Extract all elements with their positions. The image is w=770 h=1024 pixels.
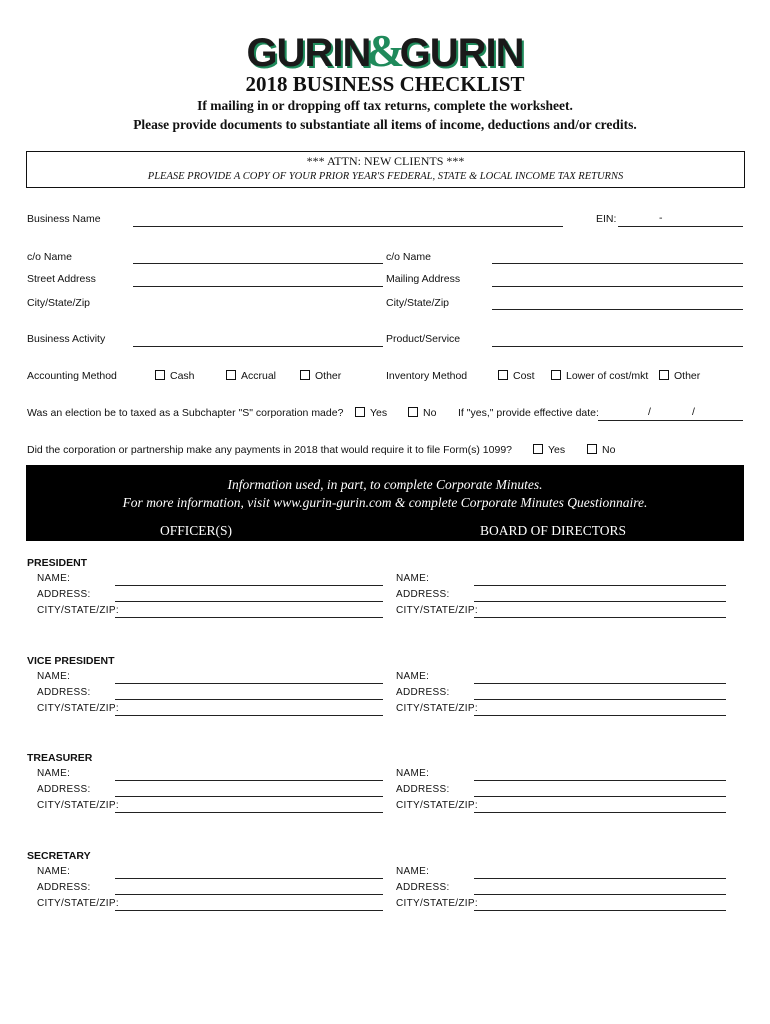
secretary-director-city-field[interactable]: [474, 910, 726, 911]
subtitle-2: Please provide documents to substantiate all items of income, deductions and/or credits.: [133, 117, 637, 132]
product-service-label: Product/Service: [386, 333, 461, 345]
president-officer-city-field[interactable]: [115, 617, 383, 618]
logo-right: GURIN: [399, 31, 524, 75]
inventory-method-label: Inventory Method: [386, 370, 468, 382]
president-director-city-field[interactable]: [474, 617, 726, 618]
secretary-director-name-field[interactable]: [474, 878, 726, 879]
date-slash-2: /: [692, 406, 695, 418]
election-yes-checkbox[interactable]: [355, 407, 365, 417]
acc-cash-option[interactable]: Cash: [155, 370, 195, 382]
secretary-officer-address-field[interactable]: [115, 894, 383, 895]
form1099-yes-option[interactable]: Yes: [533, 444, 565, 456]
inv-cost-option[interactable]: Cost: [498, 370, 535, 382]
secretary-director-name-label: NAME:: [396, 866, 430, 877]
date-slash-1: /: [648, 406, 651, 418]
president-officer-name-field[interactable]: [115, 585, 383, 586]
president-officer-name-label: NAME:: [37, 573, 71, 584]
other-checkbox[interactable]: [300, 370, 310, 380]
cash-checkbox[interactable]: [155, 370, 165, 380]
vice-president-director-name-field[interactable]: [474, 683, 726, 684]
president-officer-city-label: CITY/STATE/ZIP:: [37, 605, 119, 616]
vice-president-officer-name-field[interactable]: [115, 683, 383, 684]
form-1099-question: Did the corporation or partnership make any payments in 2018 that would require it to file Form(s) 1099?: [27, 444, 512, 456]
vice-president-officer-address-field[interactable]: [115, 699, 383, 700]
ein-separator: -: [659, 212, 663, 224]
form-title: 2018 BUSINESS CHECKLIST: [245, 72, 525, 96]
officer-role-vice-president: VICE PRESIDENT: [27, 655, 115, 667]
lower-checkbox[interactable]: [551, 370, 561, 380]
banner-line-1: Information used, in part, to complete Corporate Minutes.: [227, 477, 543, 492]
business-activity-label: Business Activity: [27, 333, 106, 345]
notice-title: *** ATTN: NEW CLIENTS ***: [306, 154, 465, 168]
subtitle-1: If mailing in or dropping off tax returns, complete the worksheet.: [197, 98, 573, 113]
secretary-director-city-label: CITY/STATE/ZIP:: [396, 898, 478, 909]
president-director-name-field[interactable]: [474, 585, 726, 586]
treasurer-director-address-field[interactable]: [474, 796, 726, 797]
accrual-checkbox[interactable]: [226, 370, 236, 380]
president-director-city-label: CITY/STATE/ZIP:: [396, 605, 478, 616]
co-name-label-left: c/o Name: [27, 251, 72, 263]
secretary-officer-address-label: ADDRESS:: [37, 882, 91, 893]
mailing-address-field[interactable]: [492, 286, 743, 287]
president-director-address-field[interactable]: [474, 601, 726, 602]
vice-president-director-city-label: CITY/STATE/ZIP:: [396, 703, 478, 714]
secretary-officer-name-label: NAME:: [37, 866, 71, 877]
co-name-label-right: c/o Name: [386, 251, 431, 263]
president-director-address-label: ADDRESS:: [396, 589, 450, 600]
election-no-option[interactable]: No: [408, 407, 436, 419]
street-address-field[interactable]: [133, 286, 383, 287]
treasurer-officer-address-field[interactable]: [115, 796, 383, 797]
officer-role-president: PRESIDENT: [27, 557, 88, 569]
city-label-right: City/State/Zip: [386, 297, 450, 309]
city-field-right[interactable]: [492, 309, 743, 310]
treasurer-officer-name-field[interactable]: [115, 780, 383, 781]
ein-field[interactable]: [618, 226, 743, 227]
mailing-address-label: Mailing Address: [386, 273, 461, 285]
election-no-checkbox[interactable]: [408, 407, 418, 417]
board-heading: BOARD OF DIRECTORS: [480, 523, 627, 538]
corporate-minutes-banner: [26, 465, 744, 541]
vice-president-director-address-label: ADDRESS:: [396, 687, 450, 698]
effective-date-label: If "yes," provide effective date:: [458, 407, 599, 419]
treasurer-director-city-label: CITY/STATE/ZIP:: [396, 800, 478, 811]
acc-accrual-option[interactable]: Accrual: [226, 370, 276, 382]
co-name-field-left[interactable]: [133, 263, 383, 264]
vice-president-officer-address-label: ADDRESS:: [37, 687, 91, 698]
treasurer-officer-address-label: ADDRESS:: [37, 784, 91, 795]
logo-ampersand: &: [366, 25, 404, 76]
inv-lower-option[interactable]: Lower of cost/mkt: [551, 370, 648, 382]
form1099-no-option[interactable]: No: [587, 444, 615, 456]
president-officer-address-field[interactable]: [115, 601, 383, 602]
business-name-field[interactable]: [133, 226, 563, 227]
vice-president-officer-city-field[interactable]: [115, 715, 383, 716]
logo: [0, 24, 770, 77]
notice-text: PLEASE PROVIDE A COPY OF YOUR PRIOR YEAR'S FEDERAL, STATE & LOCAL INCOME TAX RETURNS: [147, 171, 624, 182]
election-question: Was an election be to taxed as a Subchapter "S" corporation made?: [27, 407, 344, 419]
secretary-officer-city-field[interactable]: [115, 910, 383, 911]
officer-role-treasurer: TREASURER: [27, 752, 93, 764]
cost-checkbox[interactable]: [498, 370, 508, 380]
acc-other-option[interactable]: Other: [300, 370, 341, 382]
treasurer-director-name-field[interactable]: [474, 780, 726, 781]
secretary-director-address-label: ADDRESS:: [396, 882, 450, 893]
street-address-label: Street Address: [27, 273, 96, 285]
officer-role-secretary: SECRETARY: [27, 850, 91, 862]
ein-label: EIN:: [596, 213, 617, 225]
treasurer-director-name-label: NAME:: [396, 768, 430, 779]
treasurer-officer-city-label: CITY/STATE/ZIP:: [37, 800, 119, 811]
city-label-left: City/State/Zip: [27, 297, 91, 309]
business-activity-field[interactable]: [133, 346, 383, 347]
effective-date-field[interactable]: [598, 420, 743, 421]
accounting-method-label: Accounting Method: [27, 370, 117, 382]
president-director-name-label: NAME:: [396, 573, 430, 584]
treasurer-director-address-label: ADDRESS:: [396, 784, 450, 795]
banner-line-2: For more information, visit www.gurin-gurin.com & complete Corporate Minutes Questionnaire.: [122, 495, 648, 510]
inv-other-checkbox[interactable]: [659, 370, 669, 380]
election-yes-option[interactable]: Yes: [355, 407, 387, 419]
logo-left: GURIN: [246, 31, 371, 75]
inv-other-option[interactable]: Other: [659, 370, 700, 382]
treasurer-officer-city-field[interactable]: [115, 812, 383, 813]
president-officer-address-label: ADDRESS:: [37, 589, 91, 600]
treasurer-director-city-field[interactable]: [474, 812, 726, 813]
form1099-no-checkbox[interactable]: [587, 444, 597, 454]
form1099-yes-checkbox[interactable]: [533, 444, 543, 454]
secretary-officer-city-label: CITY/STATE/ZIP:: [37, 898, 119, 909]
secretary-officer-name-field[interactable]: [115, 878, 383, 879]
treasurer-officer-name-label: NAME:: [37, 768, 71, 779]
vice-president-director-address-field[interactable]: [474, 699, 726, 700]
new-clients-notice: [26, 151, 745, 188]
vice-president-officer-name-label: NAME:: [37, 671, 71, 682]
product-service-field[interactable]: [492, 346, 743, 347]
secretary-director-address-field[interactable]: [474, 894, 726, 895]
vice-president-director-name-label: NAME:: [396, 671, 430, 682]
vice-president-officer-city-label: CITY/STATE/ZIP:: [37, 703, 119, 714]
officers-heading: OFFICER(S): [160, 523, 233, 538]
co-name-field-right[interactable]: [492, 263, 743, 264]
vice-president-director-city-field[interactable]: [474, 715, 726, 716]
business-name-label: Business Name: [27, 213, 101, 225]
